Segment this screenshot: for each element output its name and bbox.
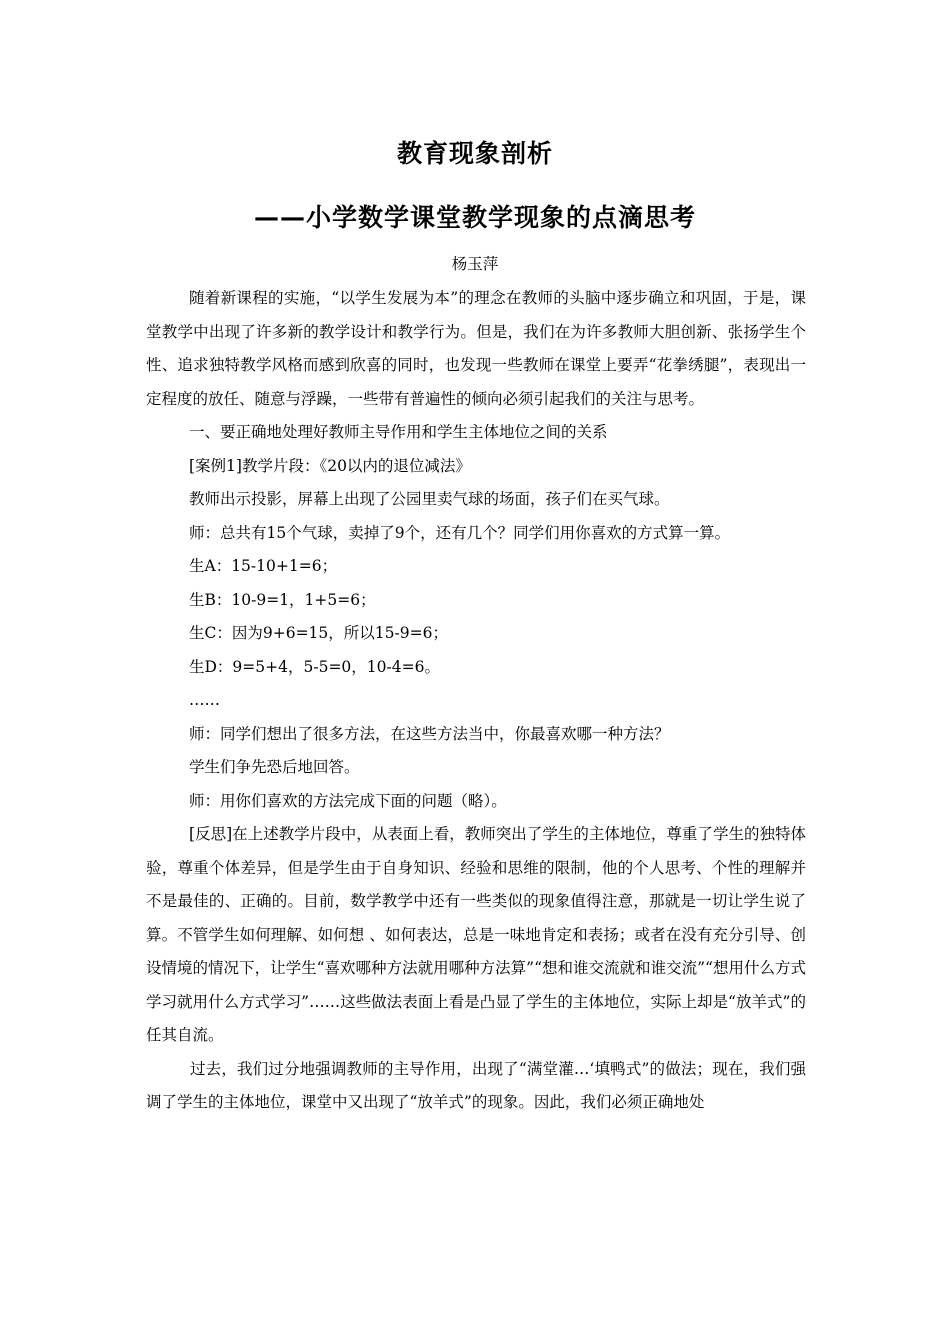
- section-heading: 一、要正确地处理好教师主导作用和学生主体地位之间的关系: [189, 423, 608, 441]
- case-line: 师：总共有15个气球，卖掉了9个，还有几个？同学们用你喜欢的方式算一算。: [189, 523, 731, 542]
- reflection-paragraph: [反思]在上述教学片段中，从表面上看，教师突出了学生的主体地位，尊重了学生的独特体验，尊重个体差异，但是学生由于自身知识、经验和思维的限制，他的个人思考、个性的理解并不是最佳的、正确的。目前，数学教学中还有一些类似的现象值得注意，那就是一切让学生说了算。不管学生如何理解、如何想 、如何表达，总是一味地肯定和表扬；或者在没有充分引导、创设情境的情况下，让学生“喜欢哪种方法就用哪种方法算”“想和谁交流就和谁交流”“想用什么方式学习就用什么方式学习”……这些做法表面上看是凸显了学生的主体地位，实际上却是“放羊式”的任其自流。: [146, 825, 806, 1044]
- case-line: 生A：15-10+1=6；: [189, 557, 338, 575]
- case-line: 师：同学们想出了很多方法，在这些方法当中，你最喜欢哪一种方法？: [189, 724, 670, 743]
- page-subtitle: ——小学数学课堂教学现象的点滴思考: [253, 203, 696, 232]
- document-body: [146, 282, 806, 1120]
- author-name: 杨玉萍: [451, 255, 499, 273]
- case-line: 师：用你们喜欢的方法完成下面的问题（略）。: [189, 791, 507, 810]
- case-line: 生C：因为9+6=15，所以15-9=6；: [189, 624, 448, 642]
- past-paragraph: 过去，我们过分地强调教师的主导作用，出现了“满堂灌…‘填鸭式”的做法；现在，我们强调了学生的主体地位，课堂中又出现了“放羊式”的现象。因此，我们必须正确地处: [146, 1059, 806, 1111]
- case-title: [案例1]教学片段：《20以内的退位减法》: [189, 456, 471, 475]
- intro-paragraph: 随着新课程的实施，“以学生发展为本”的理念在教师的头脑中逐步确立和巩固，于是，课堂教学中出现了许多新的教学设计和教学行为。但是，我们在为许多教师大胆创新、张扬学生个性、追求独特教学风格而感到欣喜的同时，也发现一些教师在课堂上要弄“花拳绣腿”，表现出一定程度的放任、随意与浮躁，一些带有普遍性的倾向必须引起我们的关注与思考。: [146, 289, 806, 408]
- case-line: 学生们争先恐后地回答。: [189, 758, 360, 776]
- case-ellipsis: ……: [189, 691, 220, 709]
- page-title: 教育现象剖析: [396, 139, 553, 168]
- case-line: 生D：9=5+4，5-5=0，10-4=6。: [189, 657, 440, 676]
- case-line: 教师出示投影，屏幕上出现了公园里卖气球的场面，孩子们在买气球。: [189, 490, 670, 508]
- case-line: 生B：10-9=1，1+5=6；: [189, 590, 376, 609]
